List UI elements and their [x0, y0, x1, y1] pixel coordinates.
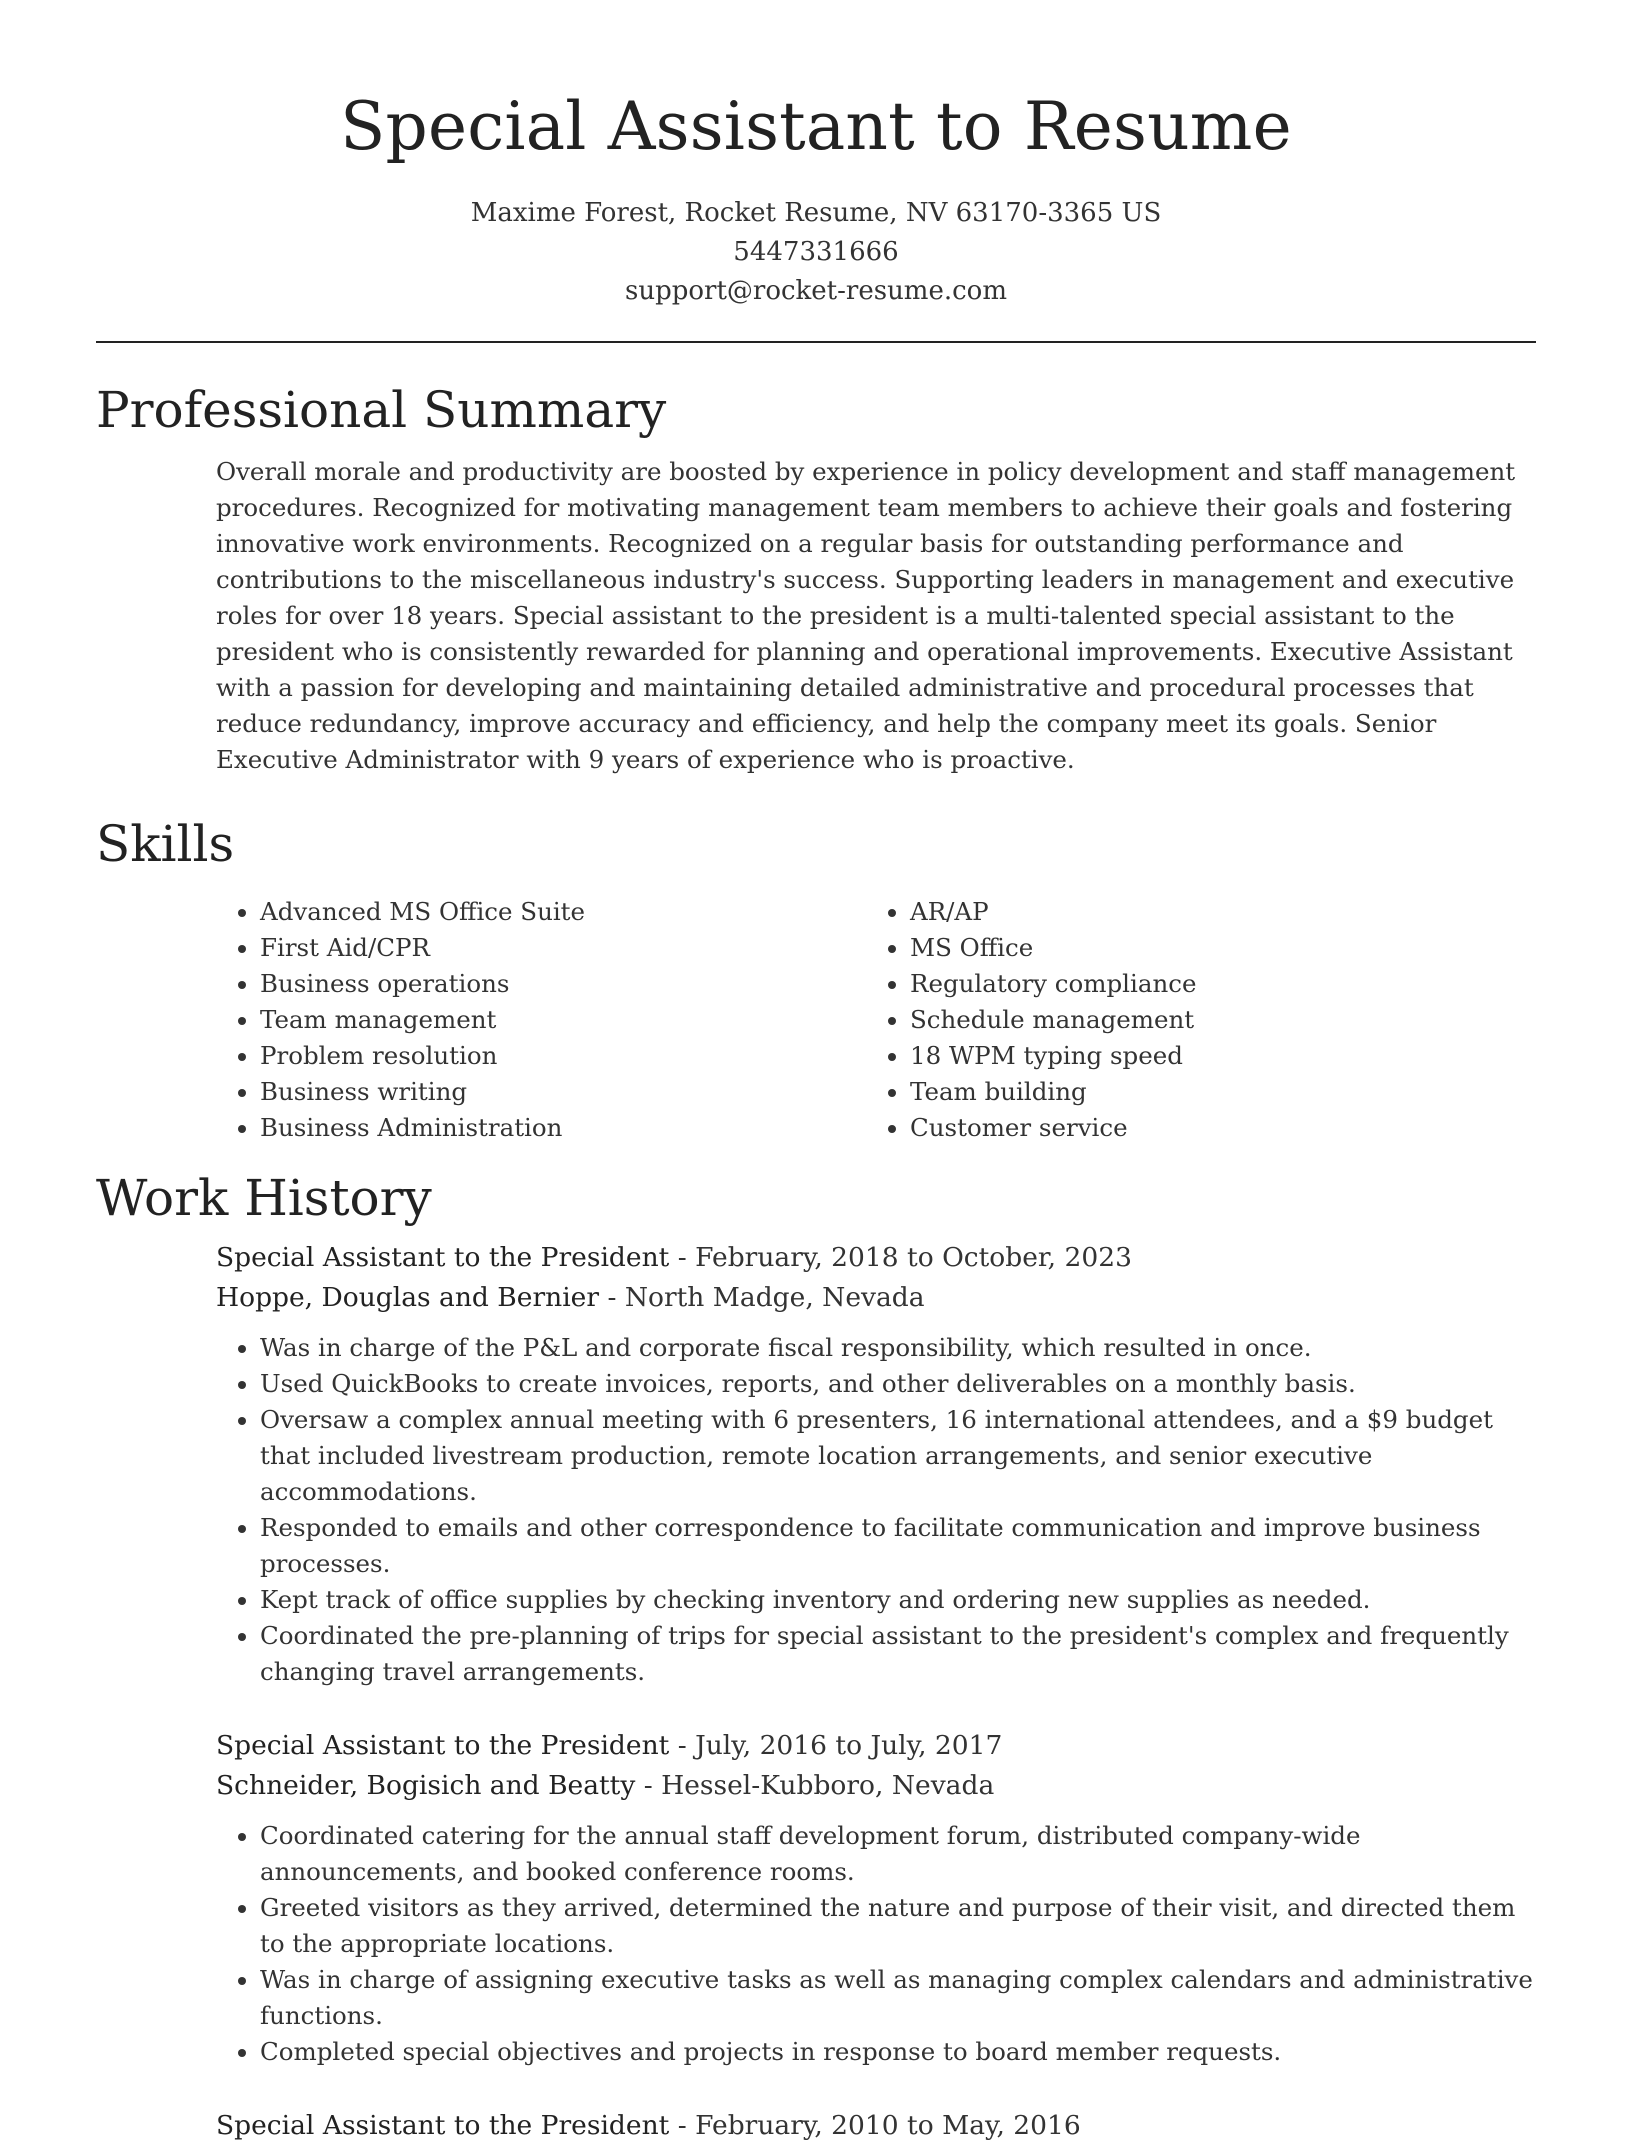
job-dates: - February, 2010 to May, 2016	[669, 2110, 1081, 2141]
job-duties-list	[216, 1330, 1536, 1690]
summary-section	[96, 380, 1536, 778]
skill-item: • Business writing	[260, 1074, 866, 1110]
job-dates: - February, 2018 to October, 2023	[669, 1242, 1132, 1273]
skill-item: • Team building	[910, 1074, 1516, 1110]
job-company-line	[216, 1278, 1536, 1318]
contact-address: Maxime Forest, Rocket Resume, NV 63170-3365 US	[470, 198, 1162, 228]
job-entry	[216, 2106, 1536, 2146]
skill-item: • Advanced MS Office Suite	[260, 894, 866, 930]
work-section	[96, 1168, 1536, 2146]
resume-header	[0, 0, 1632, 311]
skill-item: • Team management	[260, 1002, 866, 1038]
job-title: Special Assistant to the President	[216, 1242, 670, 1273]
contact-block	[0, 194, 1632, 311]
job-location: - North Madge, Nevada	[599, 1282, 925, 1313]
skill-item: • Business Administration	[260, 1110, 866, 1146]
job-title: Special Assistant to the President	[216, 2110, 670, 2141]
work-heading: Work History	[96, 1169, 432, 1227]
job-company: Hoppe, Douglas and Bernier	[216, 1282, 600, 1313]
skill-item: • AR/AP	[910, 894, 1516, 930]
job-duty-item: • Completed special objectives and projects in response to board member requests.	[260, 2034, 1536, 2070]
job-title-line	[216, 1726, 1536, 1766]
job-duty-item: • Coordinated the pre-planning of trips for special assistant to the president's complex and frequently changing travel arrangements.	[260, 1618, 1536, 1690]
skills-list-right	[866, 894, 1516, 1146]
skill-item: • Schedule management	[910, 1002, 1516, 1038]
skills-list-left	[216, 894, 866, 1146]
skill-item: • 18 WPM typing speed	[910, 1038, 1516, 1074]
job-title-line	[216, 2106, 1536, 2146]
skill-item: • MS Office	[910, 930, 1516, 966]
job-location: - Hessel-Kubboro, Nevada	[635, 1770, 995, 1801]
header-divider	[96, 341, 1536, 343]
skill-item: • First Aid/CPR	[260, 930, 866, 966]
job-duty-item: • Oversaw a complex annual meeting with 6 presenters, 16 international attendees, and a $9 budget that included livestream production, remote location arrangements, and senior executive accommodations.	[260, 1402, 1536, 1510]
skill-item: • Customer service	[910, 1110, 1516, 1146]
job-duty-item: • Was in charge of the P&L and corporate fiscal responsibility, which resulted in once.	[260, 1330, 1536, 1366]
contact-phone: 5447331666	[733, 237, 899, 267]
skill-item: • Regulatory compliance	[910, 966, 1516, 1002]
job-duties-list	[216, 1818, 1536, 2070]
job-entry	[216, 1726, 1536, 2070]
job-duty-item: • Was in charge of assigning executive tasks as well as managing complex calendars and administrative functions.	[260, 1962, 1536, 2034]
job-duty-item: • Greeted visitors as they arrived, determined the nature and purpose of their visit, and directed them to the appropriate locations.	[260, 1890, 1536, 1962]
skills-grid	[216, 894, 1536, 1146]
job-dates: - July, 2016 to July, 2017	[669, 1730, 1003, 1761]
job-company: Schneider, Bogisich and Beatty	[216, 1770, 636, 1801]
skills-column-left	[216, 894, 866, 1146]
job-duty-item: • Responded to emails and other correspondence to facilitate communication and improve business processes.	[260, 1510, 1536, 1582]
skill-item: • Problem resolution	[260, 1038, 866, 1074]
job-company-line	[216, 1766, 1536, 1806]
job-title-line	[216, 1238, 1536, 1278]
job-duty-item: • Used QuickBooks to create invoices, reports, and other deliverables on a monthly basis.	[260, 1366, 1536, 1402]
skill-item: • Business operations	[260, 966, 866, 1002]
contact-email: support@rocket-resume.com	[624, 276, 1007, 306]
summary-heading: Professional Summary	[96, 381, 667, 439]
job-entry	[216, 1238, 1536, 1690]
skills-section	[96, 814, 1536, 1146]
job-title: Special Assistant to the President	[216, 1730, 670, 1761]
summary-text: Overall morale and productivity are boosted by experience in policy development and staff management procedures. Recognized for motivating management team members to achieve their goals and fostering innovative work environments. Recognized on a regular basis for outstanding performance and contributions to the miscellaneous industry's success. Supporting leaders in management and executive roles for over 18 years. Special assistant to the president is a multi-talented special assistant to the president who is consistently rewarded for planning and operational improvements. Executive Assistant with a passion for developing and maintaining detailed administrative and procedural processes that reduce redundancy, improve accuracy and efficiency, and help the company meet its goals. Senior Executive Administrator with 9 years of experience who is proactive.	[216, 457, 1516, 774]
skills-column-right	[866, 894, 1516, 1146]
jobs-list	[216, 1238, 1536, 2146]
job-duty-item: • Coordinated catering for the annual staff development forum, distributed company-wide announcements, and booked conference rooms.	[260, 1818, 1536, 1890]
job-duty-item: • Kept track of office supplies by checking inventory and ordering new supplies as needed.	[260, 1582, 1536, 1618]
skills-heading: Skills	[96, 815, 235, 873]
resume-title: Special Assistant to Resume	[340, 88, 1292, 165]
